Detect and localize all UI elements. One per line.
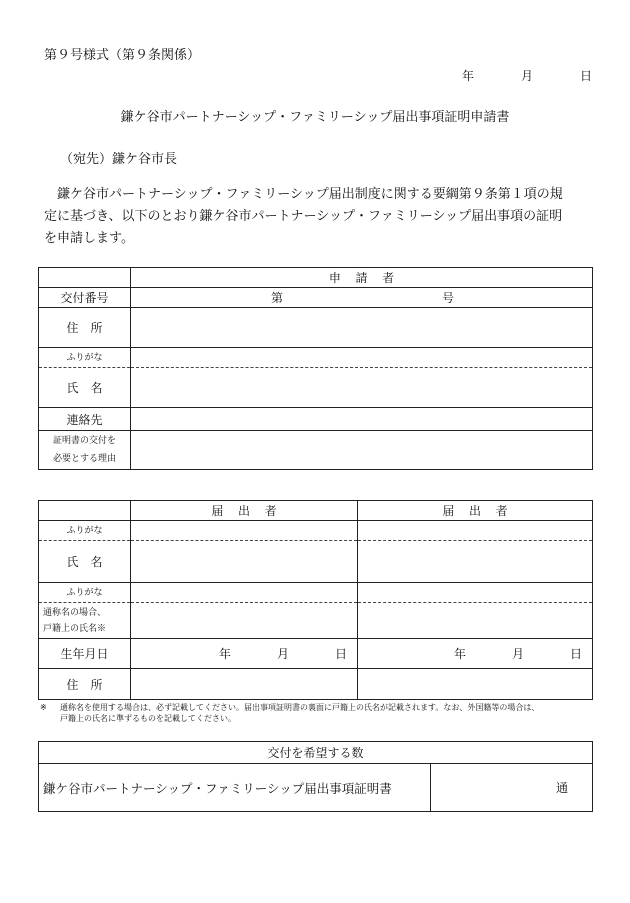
notifier-header-blank [39,501,131,521]
notifier-header-1: 届 出 者 [131,501,358,521]
intro-line-1: 鎌ケ谷市パートナーシップ・ファミリーシップ届出制度に関する要綱第９条第１項の規 [57,187,563,202]
issue-number-dai: 第 [271,291,284,305]
notifier-1-name-field[interactable] [131,541,358,583]
alias-label-line-1: 通称名の場合、 [43,607,107,618]
notifier-furigana-label: ふりがな [39,521,131,541]
birth-2-year: 年 [453,647,466,661]
reason-label-line-1: 証明書の交付を [52,436,116,446]
notifier-2-name-field[interactable] [358,541,593,583]
contact-label: 連絡先 [39,408,131,431]
issue-number-label: 交付番号 [39,288,131,308]
notifier-2-alias-furigana-field[interactable] [358,583,593,603]
alias-label-line-2: 戸籍上の氏名※ [43,623,107,634]
notifier-1-alias-field[interactable] [131,603,358,639]
furigana-label: ふりがな [39,348,131,368]
notifier-2-address-field[interactable] [358,669,593,700]
birthdate-label: 生年月日 [39,639,131,669]
note-line-2: 戸籍上の氏名に準ずるものを記載してください。 [60,714,236,723]
birth-2-day: 日 [569,647,582,661]
form-number: 第９号様式（第９条関係） [44,48,201,63]
notifier-alias-label [39,603,131,639]
reason-label [39,431,131,470]
intro-line-2: 定に基づき、以下のとおり鎌ケ谷市パートナーシップ・ファミリーシップ届出事項の証明 [44,209,563,224]
page-title: 鎌ケ谷市パートナーシップ・ファミリーシップ届出事項証明申請書 [120,110,510,125]
note [40,702,595,724]
notifier-1-alias-furigana-field[interactable] [131,583,358,603]
notifier-1-birthdate-field[interactable] [131,639,358,669]
applicant-header: 申 請 者 [131,268,593,288]
contact-field[interactable] [131,408,593,431]
birth-1-day: 日 [334,647,347,661]
reason-field[interactable] [131,431,593,470]
birth-2-month: 月 [511,647,524,661]
address-label: 住 所 [39,308,131,348]
notifier-2-furigana-field[interactable] [358,521,593,541]
date-month-label: 月 [520,69,533,83]
notifier-alias-furigana-label: ふりがな [39,583,131,603]
address-field[interactable] [131,308,593,348]
birth-1-year: 年 [218,647,231,661]
applicant-table [38,267,593,470]
issue-number-go: 号 [441,291,454,305]
name-label: 氏 名 [39,368,131,408]
notifier-1-address-field[interactable] [131,669,358,700]
intro-line-3: を申請します。 [44,231,134,246]
reason-label-line-2: 必要とする理由 [52,454,116,464]
intro-paragraph [44,184,604,250]
issue-number-field[interactable] [131,288,593,308]
notifier-1-furigana-field[interactable] [131,521,358,541]
addressee: （宛先）鎌ケ谷市長 [60,152,178,167]
notifier-table [38,500,593,700]
note-line-1: 通称名を使用する場合は、必ず記載してください。届出事項証明書の裏面に戸籍上の氏名が記載されます。なお、外国籍等の場合は、 [60,703,540,712]
date-day-label: 日 [579,69,592,83]
copies-unit: 通 [556,781,569,795]
furigana-field[interactable] [131,348,593,368]
notifier-2-birthdate-field[interactable] [358,639,593,669]
copies-table [38,741,593,812]
copies-count-field[interactable] [431,764,593,812]
date-header [462,69,592,84]
notifier-header-2: 届 出 者 [358,501,593,521]
birth-1-month: 月 [276,647,289,661]
copies-item-label: 鎌ケ谷市パートナーシップ・ファミリーシップ届出事項証明書 [39,764,431,812]
name-field[interactable] [131,368,593,408]
applicant-header-blank [39,268,131,288]
note-mark: ※ [40,703,47,712]
date-year-label: 年 [462,69,475,83]
notifier-name-label: 氏 名 [39,541,131,583]
notifier-address-label: 住 所 [39,669,131,700]
notifier-2-alias-field[interactable] [358,603,593,639]
copies-header: 交付を希望する数 [39,742,593,764]
